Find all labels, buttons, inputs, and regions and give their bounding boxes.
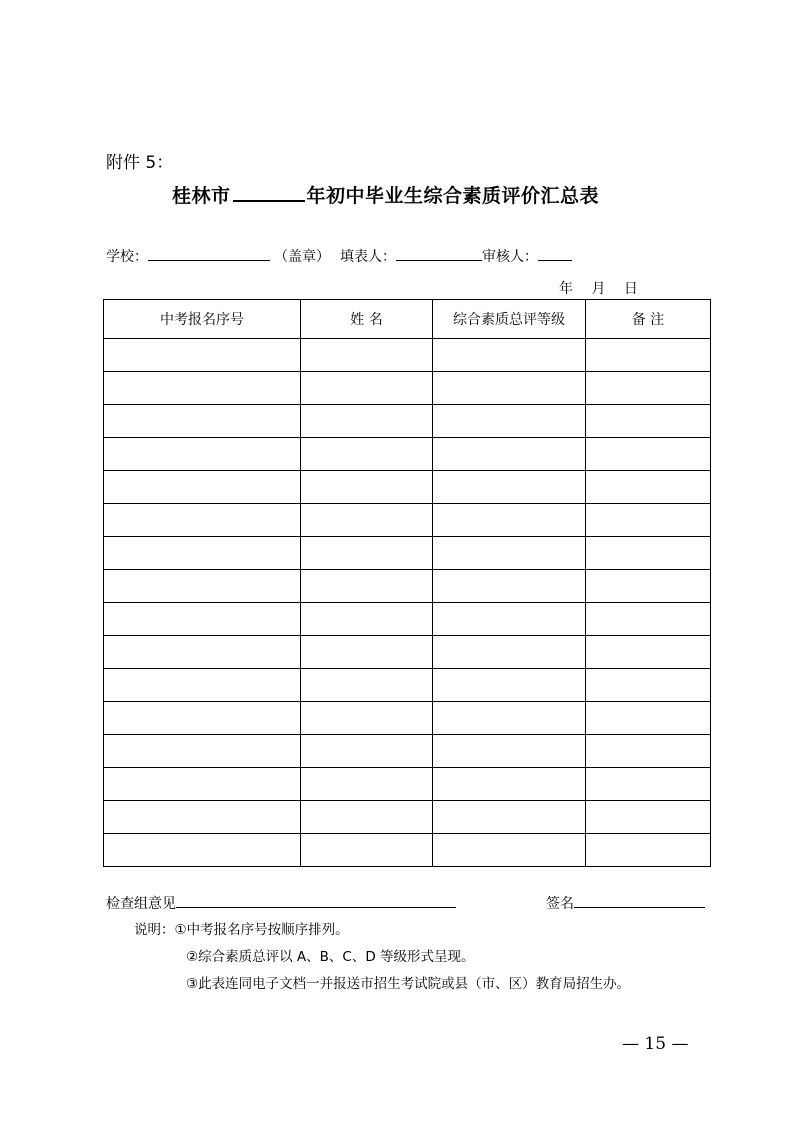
reviewer-label: 审核人： — [482, 249, 538, 265]
table-row — [104, 735, 711, 768]
table-cell[interactable] — [586, 570, 711, 603]
seal-label: （盖章） — [274, 249, 330, 265]
table-cell[interactable] — [301, 372, 433, 405]
table-cell[interactable] — [433, 669, 586, 702]
table-cell[interactable] — [586, 768, 711, 801]
table-cell[interactable] — [433, 603, 586, 636]
document-title — [172, 181, 599, 208]
filler-field[interactable] — [396, 246, 482, 261]
table-cell[interactable] — [586, 438, 711, 471]
table-cell[interactable] — [301, 537, 433, 570]
signature — [546, 893, 705, 913]
table-cell[interactable] — [104, 537, 301, 570]
signature-field[interactable] — [574, 893, 705, 908]
table-cell[interactable] — [433, 768, 586, 801]
note-item: ②综合素质总评以 A、B、C、D 等级形式呈现。 — [186, 949, 475, 965]
table-cell[interactable] — [433, 405, 586, 438]
table-cell[interactable] — [586, 372, 711, 405]
notes-line-1 — [134, 918, 349, 938]
table-row — [104, 372, 711, 405]
table-cell[interactable] — [433, 537, 586, 570]
table-cell[interactable] — [104, 768, 301, 801]
table-header-row — [104, 300, 711, 339]
table-cell[interactable] — [586, 339, 711, 372]
table-cell[interactable] — [586, 735, 711, 768]
inspection-field[interactable] — [176, 893, 456, 908]
inspection-opinion — [106, 893, 456, 913]
table-cell[interactable] — [301, 438, 433, 471]
table-cell[interactable] — [301, 339, 433, 372]
table-row — [104, 834, 711, 867]
table-row — [104, 405, 711, 438]
table-cell[interactable] — [301, 570, 433, 603]
table-cell[interactable] — [433, 636, 586, 669]
table-cell[interactable] — [104, 372, 301, 405]
table-cell[interactable] — [433, 339, 586, 372]
table-cell[interactable] — [104, 801, 301, 834]
header-name: 姓 名 — [301, 300, 433, 339]
table-cell[interactable] — [586, 801, 711, 834]
table-cell[interactable] — [433, 834, 586, 867]
table-cell[interactable] — [586, 834, 711, 867]
title-prefix: 桂林市 — [172, 185, 231, 207]
table-cell[interactable] — [586, 405, 711, 438]
table-cell[interactable] — [301, 669, 433, 702]
school-label: 学校： — [106, 249, 148, 265]
table-cell[interactable] — [301, 834, 433, 867]
table-row — [104, 768, 711, 801]
table-cell[interactable] — [104, 603, 301, 636]
table-cell[interactable] — [586, 702, 711, 735]
table-cell[interactable] — [104, 735, 301, 768]
table-cell[interactable] — [104, 438, 301, 471]
table-row — [104, 339, 711, 372]
table-cell[interactable] — [301, 471, 433, 504]
table-cell[interactable] — [301, 735, 433, 768]
attachment-label: 附件 5： — [106, 153, 174, 173]
date-label: 年 月 日 — [559, 281, 638, 297]
note-item: ①中考报名序号按顺序排列。 — [174, 922, 349, 938]
table-cell[interactable] — [586, 471, 711, 504]
table-cell[interactable] — [301, 405, 433, 438]
meta-line — [106, 246, 572, 266]
inspection-label: 检查组意见 — [106, 896, 176, 912]
table-cell[interactable] — [433, 801, 586, 834]
table-cell[interactable] — [586, 504, 711, 537]
table-cell[interactable] — [104, 405, 301, 438]
table-row — [104, 702, 711, 735]
table-cell[interactable] — [301, 768, 433, 801]
table-row — [104, 537, 711, 570]
table-cell[interactable] — [104, 636, 301, 669]
table-cell[interactable] — [301, 702, 433, 735]
table-cell[interactable] — [433, 504, 586, 537]
table-cell[interactable] — [586, 603, 711, 636]
header-overall-grade: 综合素质总评等级 — [433, 300, 586, 339]
table-cell[interactable] — [104, 669, 301, 702]
table-cell[interactable] — [104, 702, 301, 735]
signature-label: 签名 — [546, 896, 574, 912]
table-row — [104, 603, 711, 636]
note-item: ③此表连同电子文档一并报送市招生考试院或县（市、区）教育局招生办。 — [186, 976, 631, 992]
table-cell[interactable] — [104, 834, 301, 867]
table-cell[interactable] — [433, 438, 586, 471]
header-registration-number: 中考报名序号 — [104, 300, 301, 339]
table-cell[interactable] — [433, 471, 586, 504]
table-row — [104, 669, 711, 702]
table-cell[interactable] — [301, 603, 433, 636]
table-row — [104, 471, 711, 504]
table-body — [104, 339, 711, 867]
table-row — [104, 801, 711, 834]
table-cell[interactable] — [104, 504, 301, 537]
table-row — [104, 438, 711, 471]
table-cell[interactable] — [586, 669, 711, 702]
table-cell[interactable] — [433, 570, 586, 603]
table-row — [104, 636, 711, 669]
table-cell[interactable] — [301, 801, 433, 834]
table-cell[interactable] — [301, 636, 433, 669]
year-blank[interactable] — [233, 182, 305, 202]
header-remarks: 备 注 — [586, 300, 711, 339]
table-cell[interactable] — [104, 570, 301, 603]
reviewer-field[interactable] — [538, 246, 572, 261]
filler-label: 填表人： — [340, 249, 396, 265]
table-cell[interactable] — [433, 372, 586, 405]
table-cell[interactable] — [104, 471, 301, 504]
table-cell[interactable] — [586, 636, 711, 669]
table-cell[interactable] — [433, 735, 586, 768]
notes-title: 说明： — [134, 922, 175, 938]
school-field[interactable] — [148, 246, 270, 261]
title-suffix: 年初中毕业生综合素质评价汇总表 — [306, 185, 600, 207]
table-row — [104, 570, 711, 603]
page-number: — 15 — — [622, 1034, 689, 1054]
table-row — [104, 504, 711, 537]
summary-table — [103, 299, 711, 867]
table-cell[interactable] — [433, 702, 586, 735]
table-cell[interactable] — [586, 537, 711, 570]
table-cell[interactable] — [301, 504, 433, 537]
table-cell[interactable] — [104, 339, 301, 372]
